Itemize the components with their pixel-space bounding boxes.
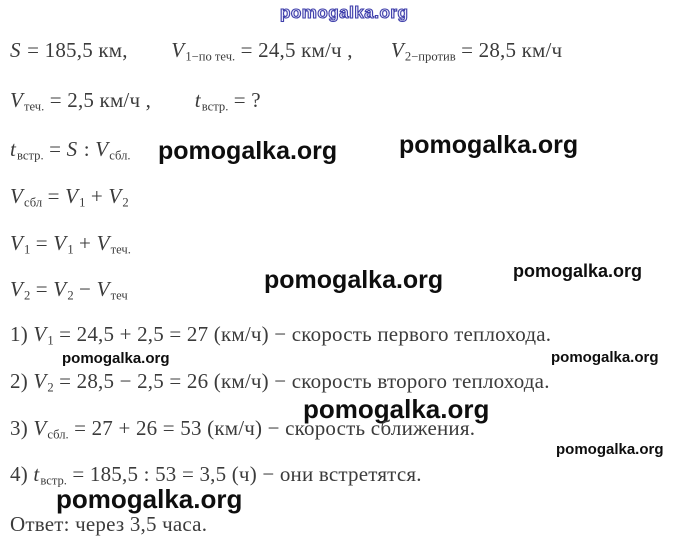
watermark-right-mid: pomogalka.org	[399, 131, 579, 159]
watermark-right-small-1: pomogalka.org	[551, 349, 659, 366]
watermark-right-upper: pomogalka.org	[513, 261, 643, 281]
watermark-inline-formula: pomogalka.org	[158, 137, 338, 165]
watermark-left-small: pomogalka.org	[62, 350, 170, 367]
answer-line: Ответ: через 3,5 часа.	[10, 512, 208, 536]
formula-speed-1: $V_1 = V_1 + V_{теч.}$	[10, 231, 131, 257]
watermark-center-lower: pomogalka.org	[303, 394, 490, 424]
formula-speed-2: $V_2 = V_2 - V_{теч}$	[10, 277, 128, 303]
step-3: 3) $V_{сбл.} = 27 + 26 = 53$ (км/ч) − скорость сближения.	[10, 416, 476, 442]
watermark-bottom: pomogalka.org	[56, 484, 243, 514]
formula-closing-speed: $V_{сбл} = V_1 + V_2$	[10, 184, 129, 210]
given-line-2: $V_{теч.} = 2,5$ км/ч , $t_{встр.}$ = ?	[10, 88, 261, 114]
given-line-1: S = 185,5 км, $V_{1-по теч.} = 24,5$ км/ч , $V_{2-против} = 28,5$ км/ч	[10, 38, 563, 64]
step-2: 2) $V_2 = 28,5 - 2,5 = 26$ (км/ч) − скорость второго теплохода.	[10, 369, 550, 395]
formula-meeting-time: $t_{встр.} = S$ : $V_{сбл.}$	[10, 137, 131, 163]
watermark-center-upper: pomogalka.org	[264, 266, 444, 294]
step-1: 1) $V_1 = 24,5 + 2,5 = 27$ (км/ч) − скорость первого теплохода.	[10, 322, 552, 348]
step-4: 4) $t_{встр.} = 185,5$ : 53 = 3,5 (ч) − они встретятся.	[10, 462, 422, 488]
watermark-top: pomogalka.org	[280, 3, 409, 22]
watermark-right-small-2: pomogalka.org	[556, 441, 664, 458]
